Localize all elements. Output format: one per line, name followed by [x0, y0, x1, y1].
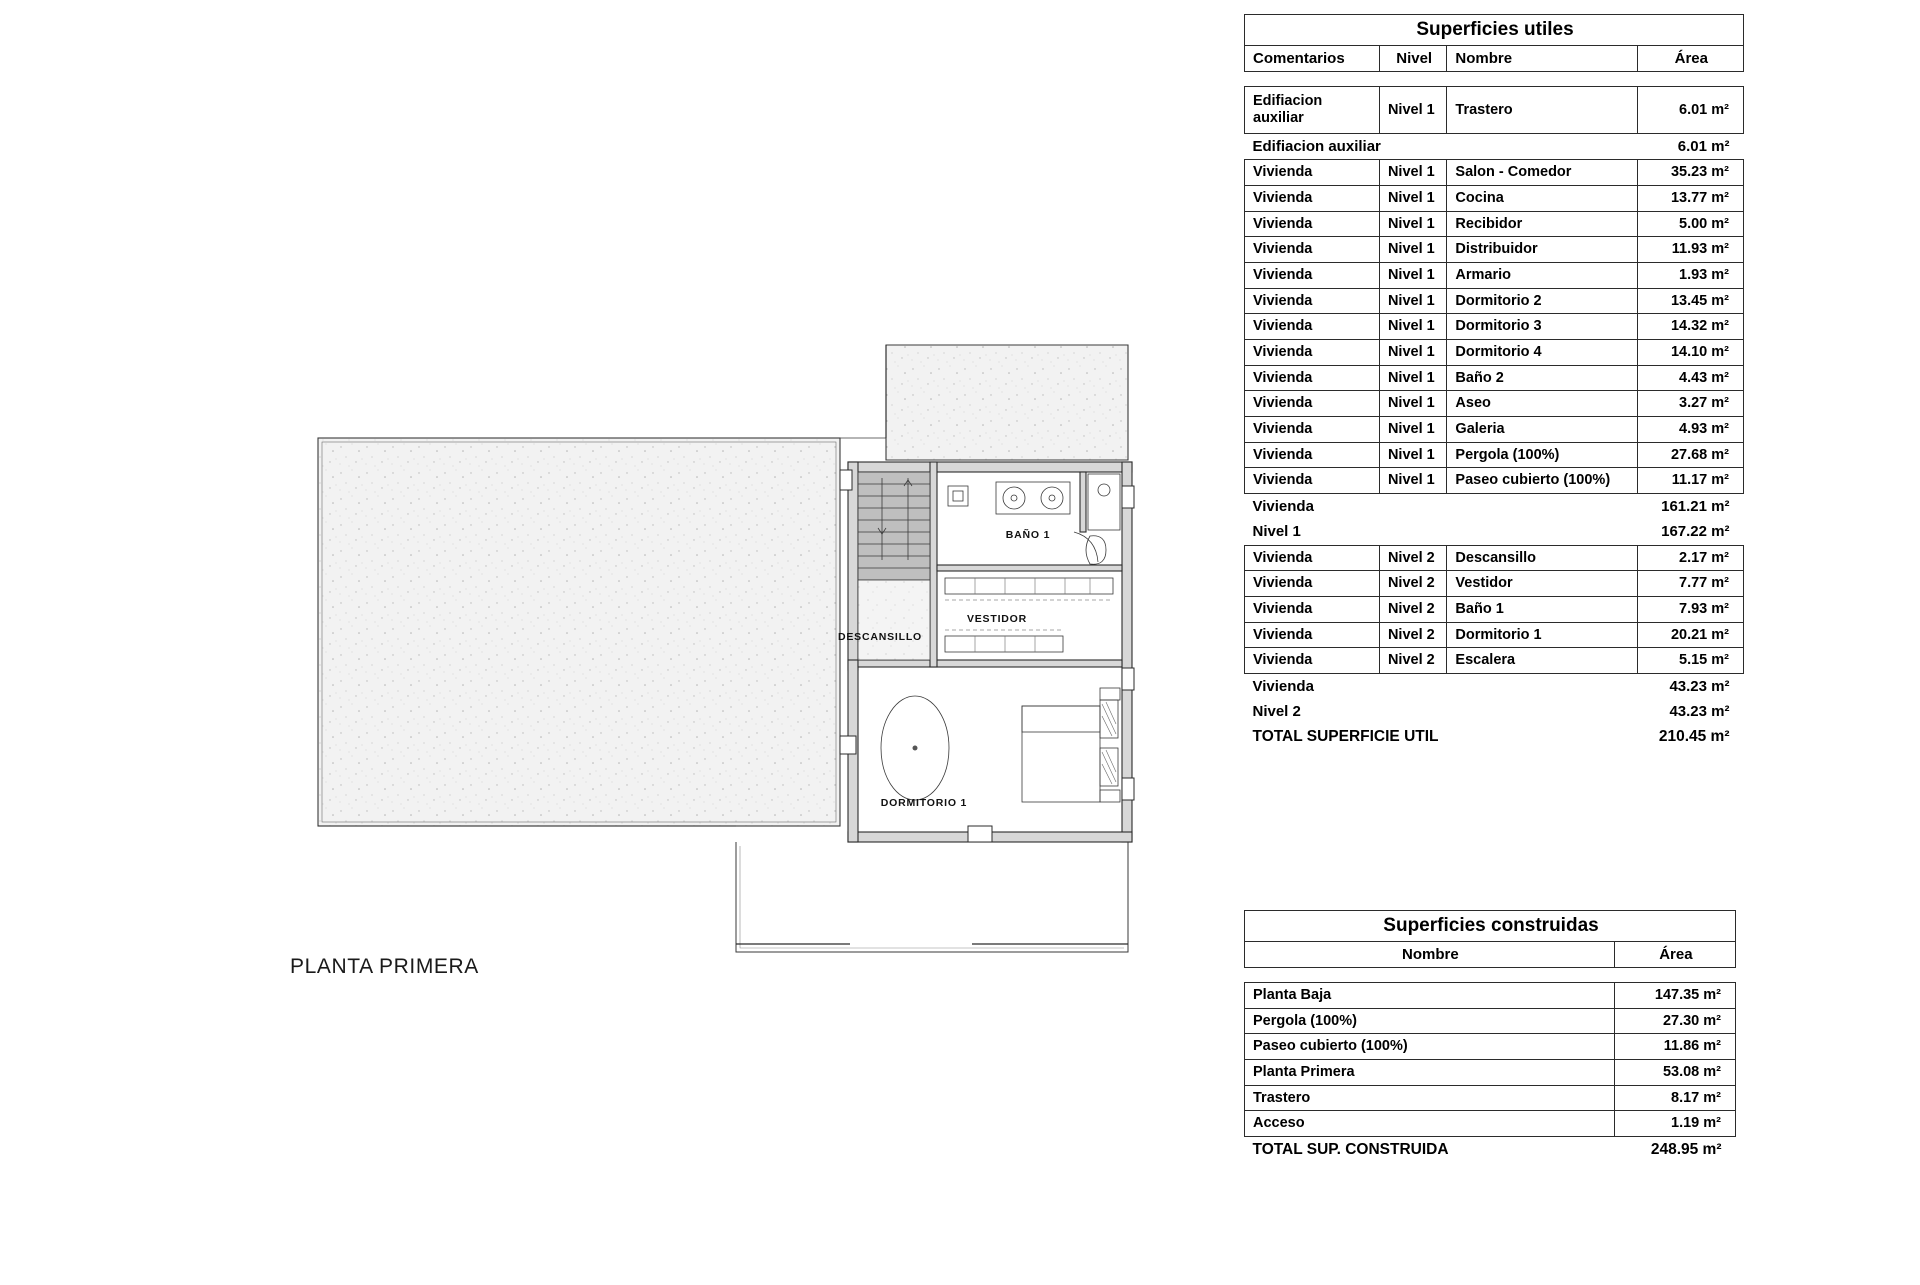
utiles-total-area: 210.45 m²	[1658, 728, 1730, 746]
cell-comentarios: Vivienda	[1245, 545, 1380, 571]
table-row	[1245, 365, 1744, 391]
cell-comentarios: Vivienda	[1245, 160, 1380, 186]
cell-comentarios: Vivienda	[1245, 314, 1380, 340]
cell-area: 7.77 m²	[1637, 571, 1743, 597]
cell-nombre: Pergola (100%)	[1447, 442, 1637, 468]
cell-nombre: Trastero	[1447, 87, 1637, 134]
table-row	[1245, 391, 1744, 417]
utiles-header-row	[1245, 45, 1744, 71]
utiles-title-row	[1245, 15, 1744, 46]
room-label-bano1: BAÑO 1	[1005, 529, 1051, 541]
table-row	[1245, 1034, 1736, 1060]
cell-nivel: Nivel 1	[1379, 442, 1446, 468]
cell-nombre: Paseo cubierto (100%)	[1447, 468, 1637, 494]
cell-comentarios: Vivienda	[1245, 596, 1380, 622]
cell-area: 1.93 m²	[1637, 263, 1743, 289]
construidas-total-area: 248.95 m²	[1650, 1141, 1722, 1159]
cell-comentarios: Edifiacion auxiliar	[1245, 87, 1380, 134]
cell-nivel: Nivel 2	[1379, 571, 1446, 597]
table-row	[1245, 134, 1744, 160]
utiles-subtotal-label: Vivienda	[1252, 498, 1314, 516]
cell-nombre: Baño 2	[1447, 365, 1637, 391]
cell-area: 20.21 m²	[1637, 622, 1743, 648]
cell-comentarios: Vivienda	[1245, 186, 1380, 212]
cell-area: 7.93 m²	[1637, 596, 1743, 622]
construidas-title: Superficies construidas	[1245, 911, 1736, 942]
room-label-vestidor: VESTIDOR	[966, 613, 1028, 625]
cell-nivel: Nivel 1	[1379, 87, 1446, 134]
table-row	[1245, 288, 1744, 314]
table-row	[1245, 263, 1744, 289]
table-row	[1245, 186, 1744, 212]
cell-nombre: Baño 1	[1447, 596, 1637, 622]
utiles-title: Superficies utiles	[1245, 15, 1744, 46]
utiles-subtotal-label: Nivel 1	[1252, 523, 1301, 541]
cell-nombre: Salon - Comedor	[1447, 160, 1637, 186]
utiles-subtotal-area: 161.21 m²	[1661, 498, 1730, 516]
construidas-total-label: TOTAL SUP. CONSTRUIDA	[1252, 1141, 1449, 1159]
cell-area: 5.15 m²	[1637, 648, 1743, 674]
table-row	[1245, 596, 1744, 622]
cell-nombre: Armario	[1447, 263, 1637, 289]
table-row	[1245, 160, 1744, 186]
cell-comentarios: Vivienda	[1245, 417, 1380, 443]
cell-area: 8.17 m²	[1614, 1085, 1735, 1111]
table-row	[1245, 87, 1744, 134]
cell-nombre: Cocina	[1447, 186, 1637, 212]
cell-nombre: Dormitorio 1	[1447, 622, 1637, 648]
utiles-subtotal-area: 43.23 m²	[1669, 677, 1730, 695]
cell-nivel: Nivel 2	[1379, 596, 1446, 622]
cell-nivel: Nivel 1	[1379, 417, 1446, 443]
cell-area: 2.17 m²	[1637, 545, 1743, 571]
cell-area: 4.93 m²	[1637, 417, 1743, 443]
cell-nombre: Recibidor	[1447, 211, 1637, 237]
cell-comentarios: Vivienda	[1245, 237, 1380, 263]
utiles-subtotal-area: 43.23 m²	[1669, 703, 1730, 721]
cell-comentarios: Vivienda	[1245, 288, 1380, 314]
cell-nombre: Descansillo	[1447, 545, 1637, 571]
cell-area: 1.19 m²	[1614, 1111, 1735, 1137]
cell-comentarios: Vivienda	[1245, 340, 1380, 366]
plan-title: PLANTA PRIMERA	[290, 955, 479, 978]
cell-nombre: Planta Baja	[1245, 983, 1615, 1009]
cell-nombre: Dormitorio 3	[1447, 314, 1637, 340]
cell-nombre: Pergola (100%)	[1245, 1008, 1615, 1034]
table-row	[1245, 673, 1744, 699]
table-row	[1245, 1060, 1736, 1086]
table-row	[1245, 211, 1744, 237]
utiles-subtotal-label: Nivel 2	[1252, 703, 1301, 721]
cell-nivel: Nivel 1	[1379, 160, 1446, 186]
utiles-header-comentarios: Comentarios	[1245, 45, 1380, 71]
cell-nivel: Nivel 1	[1379, 468, 1446, 494]
utiles-total-row	[1245, 724, 1744, 750]
table-row	[1245, 545, 1744, 571]
room-label-dormitorio1: DORMITORIO 1	[880, 797, 968, 809]
cell-area: 13.45 m²	[1637, 288, 1743, 314]
table-row	[1245, 648, 1744, 674]
cell-area: 27.68 m²	[1637, 442, 1743, 468]
construidas-title-row	[1245, 911, 1736, 942]
cell-nombre: Aseo	[1447, 391, 1637, 417]
table-row	[1245, 1111, 1736, 1137]
cell-nivel: Nivel 1	[1379, 237, 1446, 263]
cell-area: 147.35 m²	[1614, 983, 1735, 1009]
table-row	[1245, 983, 1736, 1009]
cell-area: 53.08 m²	[1614, 1060, 1735, 1086]
cell-nivel: Nivel 2	[1379, 648, 1446, 674]
utiles-subtotal-label: Edifiacion auxiliar	[1252, 138, 1381, 156]
cell-area: 27.30 m²	[1614, 1008, 1735, 1034]
cell-nivel: Nivel 1	[1379, 263, 1446, 289]
cell-area: 13.77 m²	[1637, 186, 1743, 212]
cell-comentarios: Vivienda	[1245, 468, 1380, 494]
room-label-descansillo: DESCANSILLO	[837, 631, 923, 643]
cell-nivel: Nivel 2	[1379, 622, 1446, 648]
superficies-utiles-table	[1244, 14, 1744, 750]
construidas-header-row	[1245, 941, 1736, 967]
cell-nivel: Nivel 1	[1379, 340, 1446, 366]
cell-nombre: Dormitorio 4	[1447, 340, 1637, 366]
cell-comentarios: Vivienda	[1245, 648, 1380, 674]
cell-area: 14.32 m²	[1637, 314, 1743, 340]
cell-nombre: Escalera	[1447, 648, 1637, 674]
table-row	[1245, 340, 1744, 366]
utiles-subtotal-area: 167.22 m²	[1661, 523, 1730, 541]
table-row	[1245, 1085, 1736, 1111]
table-row	[1245, 314, 1744, 340]
cell-comentarios: Vivienda	[1245, 442, 1380, 468]
utiles-total-label: TOTAL SUPERFICIE UTIL	[1252, 728, 1439, 746]
cell-area: 35.23 m²	[1637, 160, 1743, 186]
cell-nombre: Galeria	[1447, 417, 1637, 443]
construidas-header-nombre: Nombre	[1245, 941, 1615, 967]
cell-nombre: Acceso	[1245, 1111, 1615, 1137]
cell-nivel: Nivel 1	[1379, 211, 1446, 237]
cell-comentarios: Vivienda	[1245, 622, 1380, 648]
table-row	[1245, 1008, 1736, 1034]
cell-nombre: Trastero	[1245, 1085, 1615, 1111]
table-row	[1245, 519, 1744, 545]
table-row	[1245, 622, 1744, 648]
table-row	[1245, 468, 1744, 494]
utiles-subtotal-label: Vivienda	[1252, 677, 1314, 695]
superficies-construidas-table	[1244, 910, 1736, 1163]
cell-nombre: Planta Primera	[1245, 1060, 1615, 1086]
cell-comentarios: Vivienda	[1245, 263, 1380, 289]
cell-area: 3.27 m²	[1637, 391, 1743, 417]
utiles-subtotal-area: 6.01 m²	[1677, 138, 1730, 156]
cell-comentarios: Vivienda	[1245, 391, 1380, 417]
utiles-header-nombre: Nombre	[1447, 45, 1637, 71]
cell-nivel: Nivel 1	[1379, 288, 1446, 314]
cell-nombre: Vestidor	[1447, 571, 1637, 597]
table-row	[1245, 494, 1744, 520]
cell-nivel: Nivel 1	[1379, 391, 1446, 417]
cell-nombre: Distribuidor	[1447, 237, 1637, 263]
cell-area: 5.00 m²	[1637, 211, 1743, 237]
cell-comentarios: Vivienda	[1245, 365, 1380, 391]
table-row	[1245, 571, 1744, 597]
cell-comentarios: Vivienda	[1245, 571, 1380, 597]
utiles-header-nivel: Nivel	[1379, 45, 1446, 71]
table-row	[1245, 237, 1744, 263]
table-row	[1245, 442, 1744, 468]
utiles-header-area: Área	[1637, 45, 1743, 71]
cell-nombre: Dormitorio 2	[1447, 288, 1637, 314]
cell-comentarios: Vivienda	[1245, 211, 1380, 237]
cell-area: 11.86 m²	[1614, 1034, 1735, 1060]
cell-area: 6.01 m²	[1637, 87, 1743, 134]
cell-nivel: Nivel 1	[1379, 365, 1446, 391]
cell-area: 14.10 m²	[1637, 340, 1743, 366]
cell-nivel: Nivel 1	[1379, 186, 1446, 212]
cell-area: 4.43 m²	[1637, 365, 1743, 391]
construidas-header-area: Área	[1614, 941, 1735, 967]
cell-area: 11.93 m²	[1637, 237, 1743, 263]
cell-nombre: Paseo cubierto (100%)	[1245, 1034, 1615, 1060]
cell-nivel: Nivel 1	[1379, 314, 1446, 340]
cell-area: 11.17 m²	[1637, 468, 1743, 494]
table-row	[1245, 417, 1744, 443]
table-row	[1245, 699, 1744, 724]
cell-nivel: Nivel 2	[1379, 545, 1446, 571]
construidas-total-row	[1245, 1137, 1736, 1163]
